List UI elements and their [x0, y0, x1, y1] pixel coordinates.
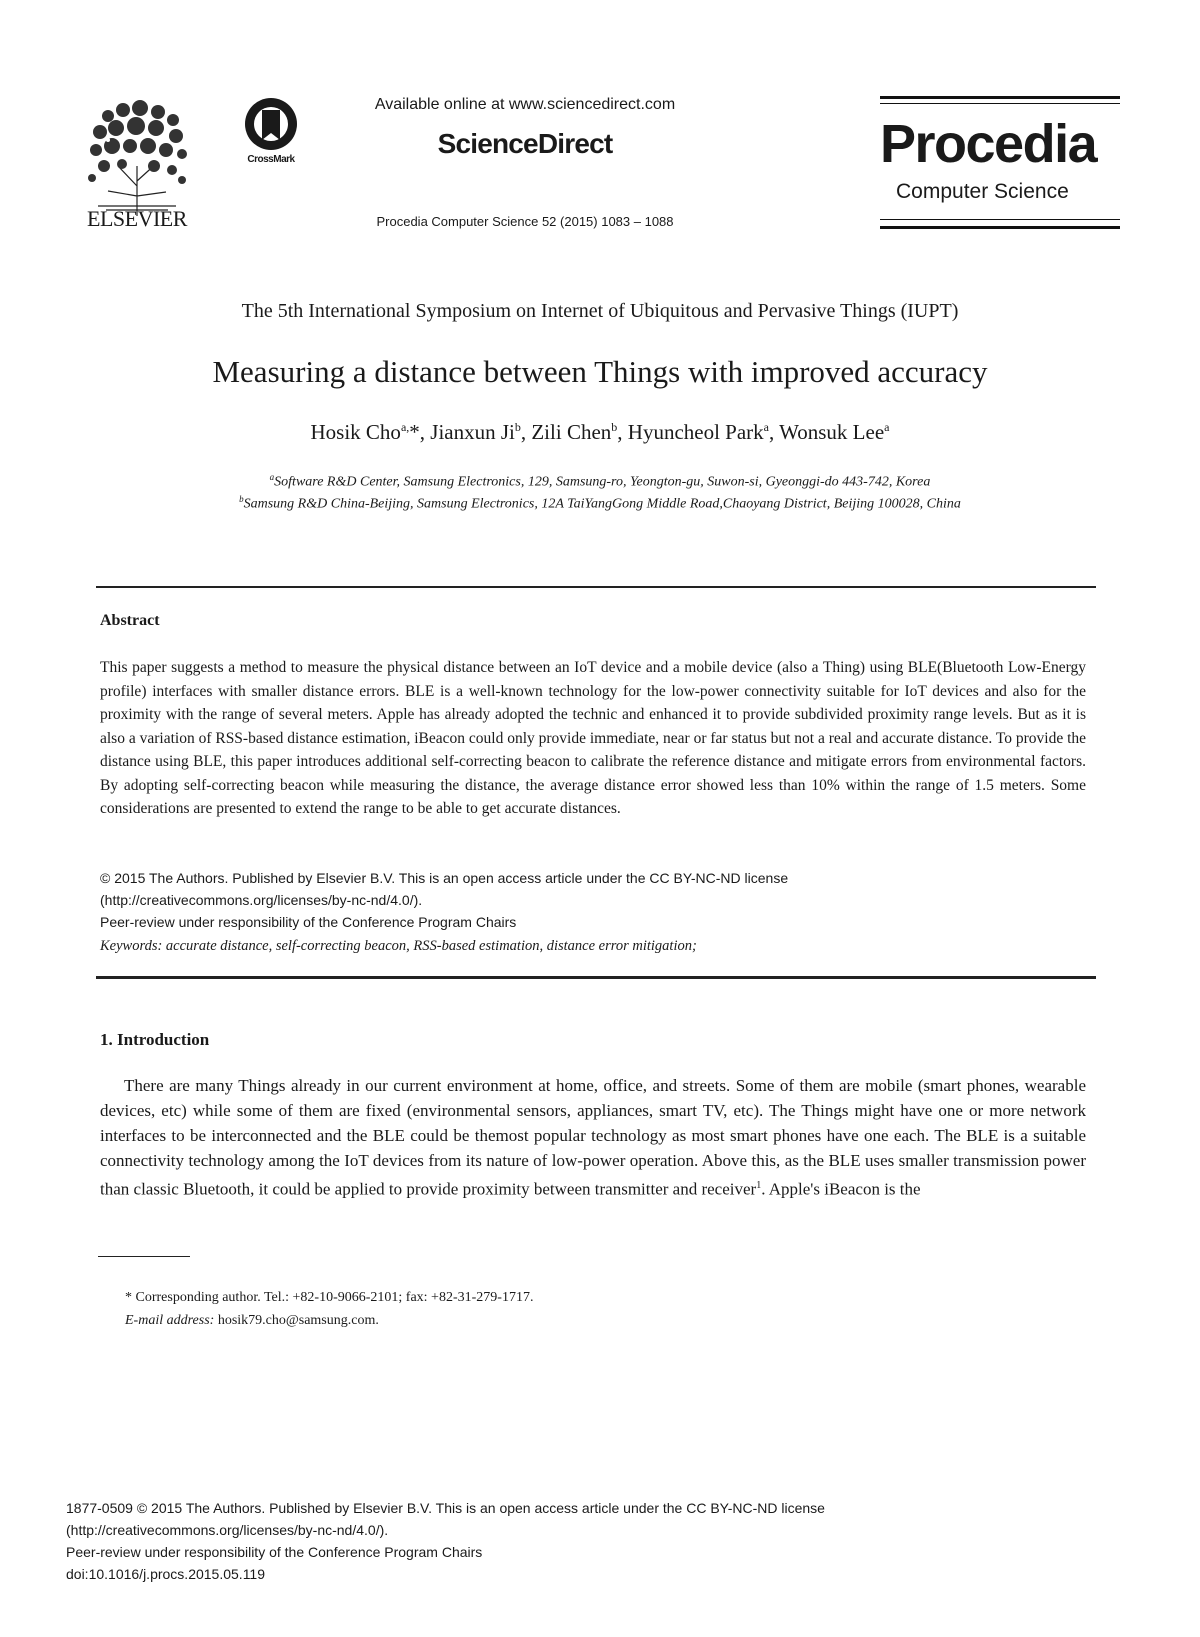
conference-name: The 5th International Symposium on Internet of Ubiquitous and Pervasive Things (IUPT) — [241, 300, 959, 322]
journal-logo-bottom-rule-thin — [880, 219, 1120, 220]
email-address[interactable]: hosik79.cho@samsung.com. — [217, 1313, 379, 1328]
license-link[interactable]: (http://creativecommons.org/licenses/by-nc-nd/4.0/). — [100, 892, 423, 908]
author-name: Wonsuk Lee — [779, 420, 885, 444]
journal-logo-top-rule — [880, 96, 1120, 99]
author-affiliation-mark: a — [884, 420, 890, 434]
bottom-license-link[interactable]: (http://creativecommons.org/licenses/by-nc-nd/4.0/). — [66, 1522, 389, 1538]
introduction-text-continued: . Apple's iBeacon is the — [761, 1179, 921, 1199]
affiliation-b — [60, 494, 1140, 513]
journal-logo-bottom-rule — [880, 226, 1120, 229]
sciencedirect-brand: ScienceDirect — [437, 128, 613, 159]
journal-subtitle: Computer Science — [896, 180, 1069, 203]
doi-link[interactable]: doi:10.1016/j.procs.2015.05.119 — [66, 1566, 266, 1582]
author-affiliation-mark: b — [611, 420, 618, 434]
corresponding-author-footnote: * Corresponding author. Tel.: +82-10-9066-2101; fax: +82-31-279-1717. — [125, 1290, 534, 1305]
available-online-text[interactable]: Available online at www.sciencedirect.com — [374, 96, 676, 113]
keywords-label: Keywords: — [100, 938, 163, 954]
author-name: Zili Chen — [531, 420, 612, 444]
corresponding-mark: * — [409, 420, 420, 444]
affiliation-mark: b — [239, 494, 244, 504]
affiliation-text: Samsung R&D China-Beijing, Samsung Electronics, 12A TaiYangGong Middle Road,Chaoyang District, Beijing 100028, China — [243, 496, 961, 512]
publisher-wordmark: ELSEVIER — [87, 206, 187, 231]
author-affiliation-mark: a — [763, 420, 769, 434]
introduction-text: There are many Things already in our current environment at home, office, and streets. Some of them are mobile (smart phones, wearable devices, etc) while some of them are fixed (environmental sensors, appliances, smart TV, etc). The Things might have one or more network interfaces to be interconnected and the BLE could be themost popular technology as most smart phones have one each. The BLE is a suitable connectivity technology among the IoT devices from its nature of low-power operation. Above this, as the BLE uses smaller transmission power than classic Bluetooth, it could be applied to provide proximity between transmitter and receiver — [100, 1076, 1086, 1199]
journal-citation: Procedia Computer Science 52 (2015) 1083 – 1088 — [376, 214, 674, 229]
abstract-bottom-rule — [96, 976, 1096, 979]
issn-copyright-line: 1877-0509 © 2015 The Authors. Published by Elsevier B.V. This is an open access article under the CC BY-NC-ND license — [66, 1500, 825, 1516]
keywords-line — [100, 938, 1100, 955]
author-name: Jianxun Ji — [430, 420, 515, 444]
crossmark-label: CrossMark — [247, 154, 295, 165]
abstract-heading: Abstract — [100, 612, 160, 629]
journal-logo-top-rule-thin — [880, 103, 1120, 104]
author-name: Hyuncheol Park — [627, 420, 764, 444]
abstract-body: This paper suggests a method to measure the physical distance between an IoT device and a mobile device (also a Thing) using BLE(Bluetooth Low-Energy profile) interfaces with smaller distance errors. BLE is a well-known technology for the low-power connectivity suitable for IoT devices and also for the proximity with the range of several meters. Apple has already adopted the technic and enhanced it to provide subdivided proximity range levels. But as it is also a variation of RSS-based distance estimation, iBeacon could only provide immediate, near or far status but not a real and accurate distance. To provide the distance using BLE, this paper introduces additional self-correcting beacon to calibrate the reference distance and mitigate errors from environmental factors. By adopting self-correcting beacon while measuring the distance, the average distance error showed less than 10% within the range of 1.5 meters. Some considerations are presented to extend the range to be able to get accurate distances. — [100, 659, 1087, 817]
copyright-line: © 2015 The Authors. Published by Elsevier B.V. This is an open access article under the CC BY-NC-ND license — [100, 870, 789, 886]
journal-title: Procedia — [880, 114, 1097, 174]
author-affiliation-mark: a, — [400, 420, 410, 434]
reference-mark[interactable]: 1 — [756, 1180, 762, 1191]
author-name: Hosik Cho — [310, 420, 401, 444]
email-footnote — [125, 1313, 379, 1329]
author-affiliation-mark: b — [514, 420, 521, 434]
introduction-body — [100, 1073, 1086, 1202]
bottom-peer-review: Peer-review under responsibility of the Conference Program Chairs — [66, 1544, 483, 1560]
abstract-top-rule — [96, 586, 1096, 588]
email-label: E-mail address: — [125, 1313, 215, 1328]
peer-review-note: Peer-review under responsibility of the Conference Program Chairs — [100, 914, 517, 930]
author-list: Hosik Cho$^{a,}$*, Jianxun Ji$^b$, Zili Chen$^b$, Hyuncheol Park$^a$, Wonsuk Lee$^a$ — [310, 420, 890, 444]
footnote-rule — [98, 1256, 190, 1257]
section-heading: 1. Introduction — [100, 1030, 210, 1049]
affiliation-mark: a — [269, 472, 275, 482]
affiliation-a — [60, 472, 1140, 491]
paper-title: Measuring a distance between Things with improved accuracy — [212, 354, 988, 389]
journal-logo — [880, 96, 1120, 230]
keywords-text: accurate distance, self-correcting beacon, RSS-based estimation, distance error mitigation; — [165, 938, 697, 954]
affiliation-text: Software R&D Center, Samsung Electronics, 129, Samsung-ro, Yeongton-gu, Suwon-si, Gyeonggi-do 443-742, Korea — [274, 474, 931, 490]
